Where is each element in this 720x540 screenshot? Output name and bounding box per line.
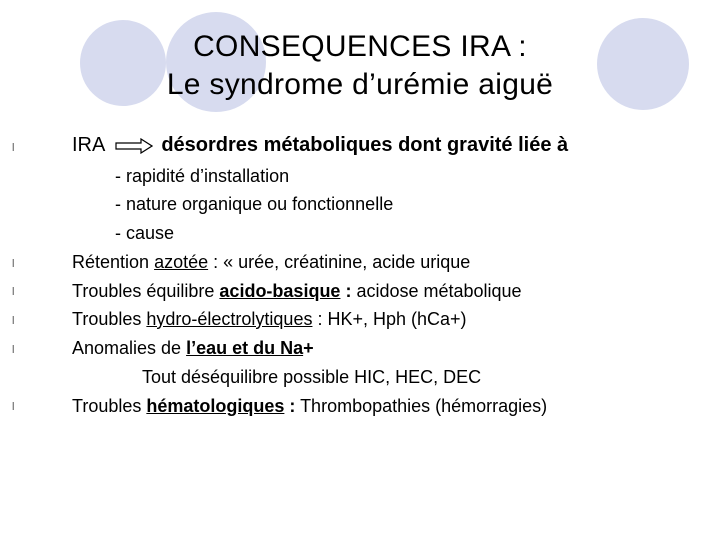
hemato-separator: : — [284, 396, 296, 416]
hydro-prefix: Troubles — [72, 309, 147, 329]
eau-suffix: + — [303, 338, 314, 358]
acido-separator: : — [340, 281, 352, 301]
ira-description: désordres métaboliques dont gravité liée à — [161, 134, 569, 156]
hemato-line — [72, 395, 547, 417]
bullet-hemato: l — [12, 401, 15, 413]
ira-label: IRA — [72, 134, 106, 156]
title-line-2: Le syndrome d’urémie aiguë — [166, 68, 554, 101]
right-arrow-icon — [115, 138, 153, 154]
hydro-detail: : HK+, Hph (hCa+) — [312, 309, 467, 329]
hemato-keyword: hématologiques — [146, 396, 285, 416]
acido-detail: acidose métabolique — [351, 281, 522, 301]
eau-keyword: l’eau et du Na — [186, 338, 304, 358]
sub-item-rapidite: - rapidité d’installation — [115, 166, 290, 186]
bullet-azote: l — [12, 258, 15, 270]
hemato-detail: Thrombopathies (hémorragies) — [295, 396, 548, 416]
azote-line — [72, 251, 470, 273]
eau-line — [72, 337, 314, 359]
acido-line — [72, 280, 522, 302]
hydro-keyword: hydro-électrolytiques — [146, 309, 313, 329]
ira-line — [72, 134, 568, 156]
eau-note: Tout déséquilibre possible HIC, HEC, DEC — [142, 367, 482, 387]
title-line-1: CONSEQUENCES IRA : — [193, 30, 527, 63]
azote-keyword: azotée — [154, 252, 209, 272]
bullet-ira: l — [12, 142, 15, 154]
hydro-line — [72, 308, 467, 330]
azote-detail: : « urée, créatinine, acide urique — [208, 252, 471, 272]
hemato-prefix: Troubles — [72, 396, 147, 416]
acido-keyword: acido-basique — [219, 281, 341, 301]
acido-prefix: Troubles équilibre — [72, 281, 220, 301]
bullet-eau: l — [12, 344, 15, 356]
eau-prefix: Anomalies de — [72, 338, 187, 358]
bullet-acido: l — [12, 286, 15, 298]
bullet-hydro: l — [12, 315, 15, 327]
azote-prefix: Rétention — [72, 252, 155, 272]
sub-item-cause: - cause — [115, 223, 175, 243]
sub-item-nature: - nature organique ou fonctionnelle — [115, 194, 394, 214]
slide-title — [0, 28, 720, 104]
